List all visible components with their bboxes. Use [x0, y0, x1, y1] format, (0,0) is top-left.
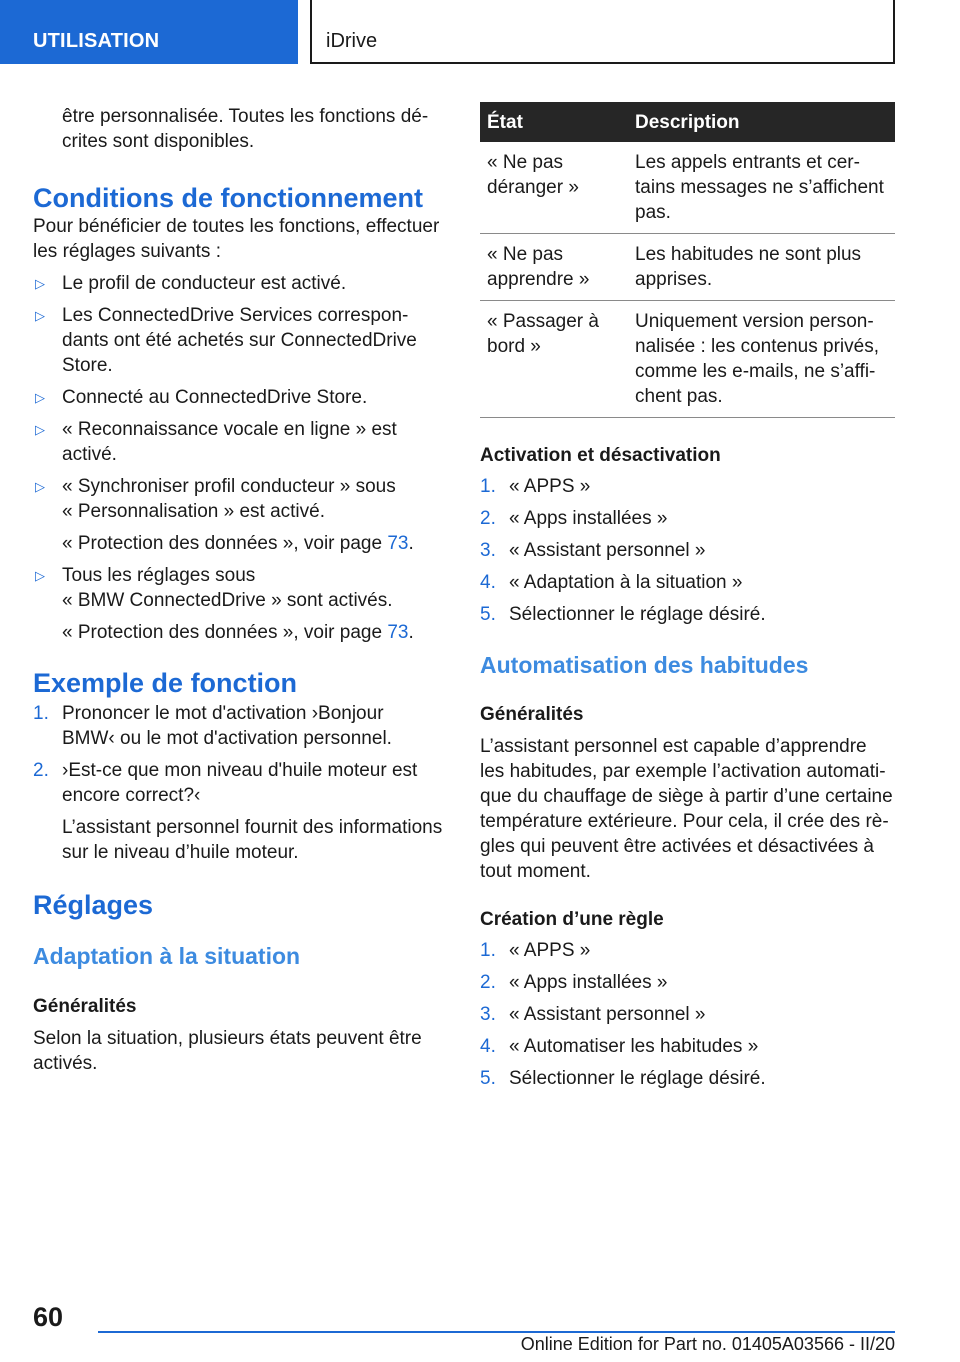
- list-item: ▷ « Synchroniser profil conducteur » sous « Personnalisation » est activé. « Protection des données », voir page 73.: [33, 474, 448, 556]
- general-heading: Généralités: [33, 996, 137, 1017]
- situation-subheading: Adaptation à la situation: [33, 943, 301, 969]
- table-header: État: [480, 102, 628, 142]
- intro-paragraph: être personnalisée. Toutes les fonctions dé- crites sont disponibles.: [62, 106, 429, 152]
- table-row: [480, 301, 895, 418]
- table-cell-description: Les habitudes ne sont plus apprises.: [628, 234, 895, 301]
- numbered-step: 3. « Assistant personnel »: [480, 1004, 706, 1025]
- numbered-step: 2. ›Est-ce que mon niveau d'huile moteur est encore correct?‹ L’assistant personnel fournit des informations sur le niveau d’huile moteur.: [33, 760, 443, 863]
- chapter-label: iDrive: [326, 30, 378, 52]
- triangle-bullet-icon: ▷: [35, 390, 45, 405]
- footer-rule: [98, 1331, 895, 1333]
- list-item: ▷ Les ConnectedDrive Services correspon- dants ont été achetés sur ConnectedDrive Store.: [35, 305, 417, 376]
- numbered-step: 2. « Apps installées »: [480, 508, 668, 529]
- automation-text: L’assistant personnel est capable d’apprendre les habitudes, par exemple l’activation automati- que du chauffage de siège à partir d’une certaine température extérieure. Pour cela, il crée des rè- gles qui peuvent être activées et désactivées à tout moment.: [480, 736, 893, 882]
- page-link[interactable]: 73: [387, 533, 409, 554]
- page-number: 60: [33, 1302, 64, 1332]
- table-header-row: [480, 102, 895, 142]
- list-item: ▷ Tous les réglages sous « BMW ConnectedDrive » sont activés. « Protection des données », voir page 73.: [33, 563, 448, 645]
- numbered-step: 4. « Automatiser les habitudes »: [480, 1036, 759, 1057]
- conditions-heading: Conditions de fonctionnement: [33, 183, 423, 213]
- triangle-bullet-icon: ▷: [35, 308, 45, 323]
- left-column: [33, 104, 448, 1076]
- numbered-step: 5. Sélectionner le réglage désiré.: [480, 1068, 766, 1089]
- triangle-bullet-icon: ▷: [35, 276, 45, 291]
- triangle-bullet-icon: ▷: [35, 479, 45, 494]
- page-link[interactable]: 73: [387, 622, 409, 643]
- table-cell-description: Uniquement version person- nalisée : les contenus privés, comme les e-mails, ne s’affi- chent pas.: [628, 301, 895, 418]
- numbered-step: 4. « Adaptation à la situation »: [480, 572, 743, 593]
- numbered-step: 1. Prononcer le mot d'activation ›Bonjour BMW‹ ou le mot d'activation personnel.: [33, 703, 392, 749]
- table-cell-state: « Ne pas apprendre »: [480, 234, 628, 301]
- edition-text: Online Edition for Part no. 01405A03566 - II/20: [520, 1334, 895, 1354]
- numbered-step: 3. « Assistant personnel »: [480, 540, 706, 561]
- general-text: Selon la situation, plusieurs états peuvent être activés.: [33, 1028, 422, 1074]
- numbered-step: 1. « APPS »: [480, 476, 591, 497]
- state-table: [480, 102, 895, 418]
- general-heading: Généralités: [480, 704, 584, 725]
- triangle-bullet-icon: ▷: [35, 568, 45, 583]
- numbered-step: 1. « APPS »: [480, 940, 591, 961]
- section-tab: [0, 0, 298, 64]
- cross-reference: « Protection des données », voir page 73.: [62, 533, 414, 554]
- table-row: [480, 142, 895, 234]
- cross-reference: « Protection des données », voir page 73.: [62, 622, 414, 643]
- rule-heading: Création d’une règle: [480, 909, 664, 930]
- table-header: Description: [628, 102, 895, 142]
- section-label: UTILISATION: [33, 30, 160, 52]
- example-heading: Exemple de fonction: [33, 668, 298, 698]
- automation-heading: Automatisation des habitudes: [480, 652, 809, 678]
- table-cell-state: « Passager à bord »: [480, 301, 628, 418]
- numbered-step: 5. Sélectionner le réglage désiré.: [480, 604, 766, 625]
- conditions-text: Pour bénéficier de toutes les fonctions, effectuer les réglages suivants :: [33, 216, 440, 262]
- chapter-tab: [310, 0, 895, 64]
- settings-heading: Réglages: [33, 890, 154, 920]
- activation-heading: Activation et désactivation: [480, 445, 721, 466]
- list-item: ▷ Le profil de conducteur est activé.: [35, 273, 347, 294]
- table-cell-description: Les appels entrants et cer- tains messages ne s’affichent pas.: [628, 142, 895, 234]
- numbered-step: 2. « Apps installées »: [480, 972, 668, 993]
- right-column: [480, 102, 895, 1091]
- list-item: ▷ « Reconnaissance vocale en ligne » est activé.: [35, 419, 397, 465]
- table-cell-state: « Ne pas déranger »: [480, 142, 628, 234]
- table-row: [480, 234, 895, 301]
- list-item: ▷ Connecté au ConnectedDrive Store.: [35, 387, 368, 408]
- triangle-bullet-icon: ▷: [35, 422, 45, 437]
